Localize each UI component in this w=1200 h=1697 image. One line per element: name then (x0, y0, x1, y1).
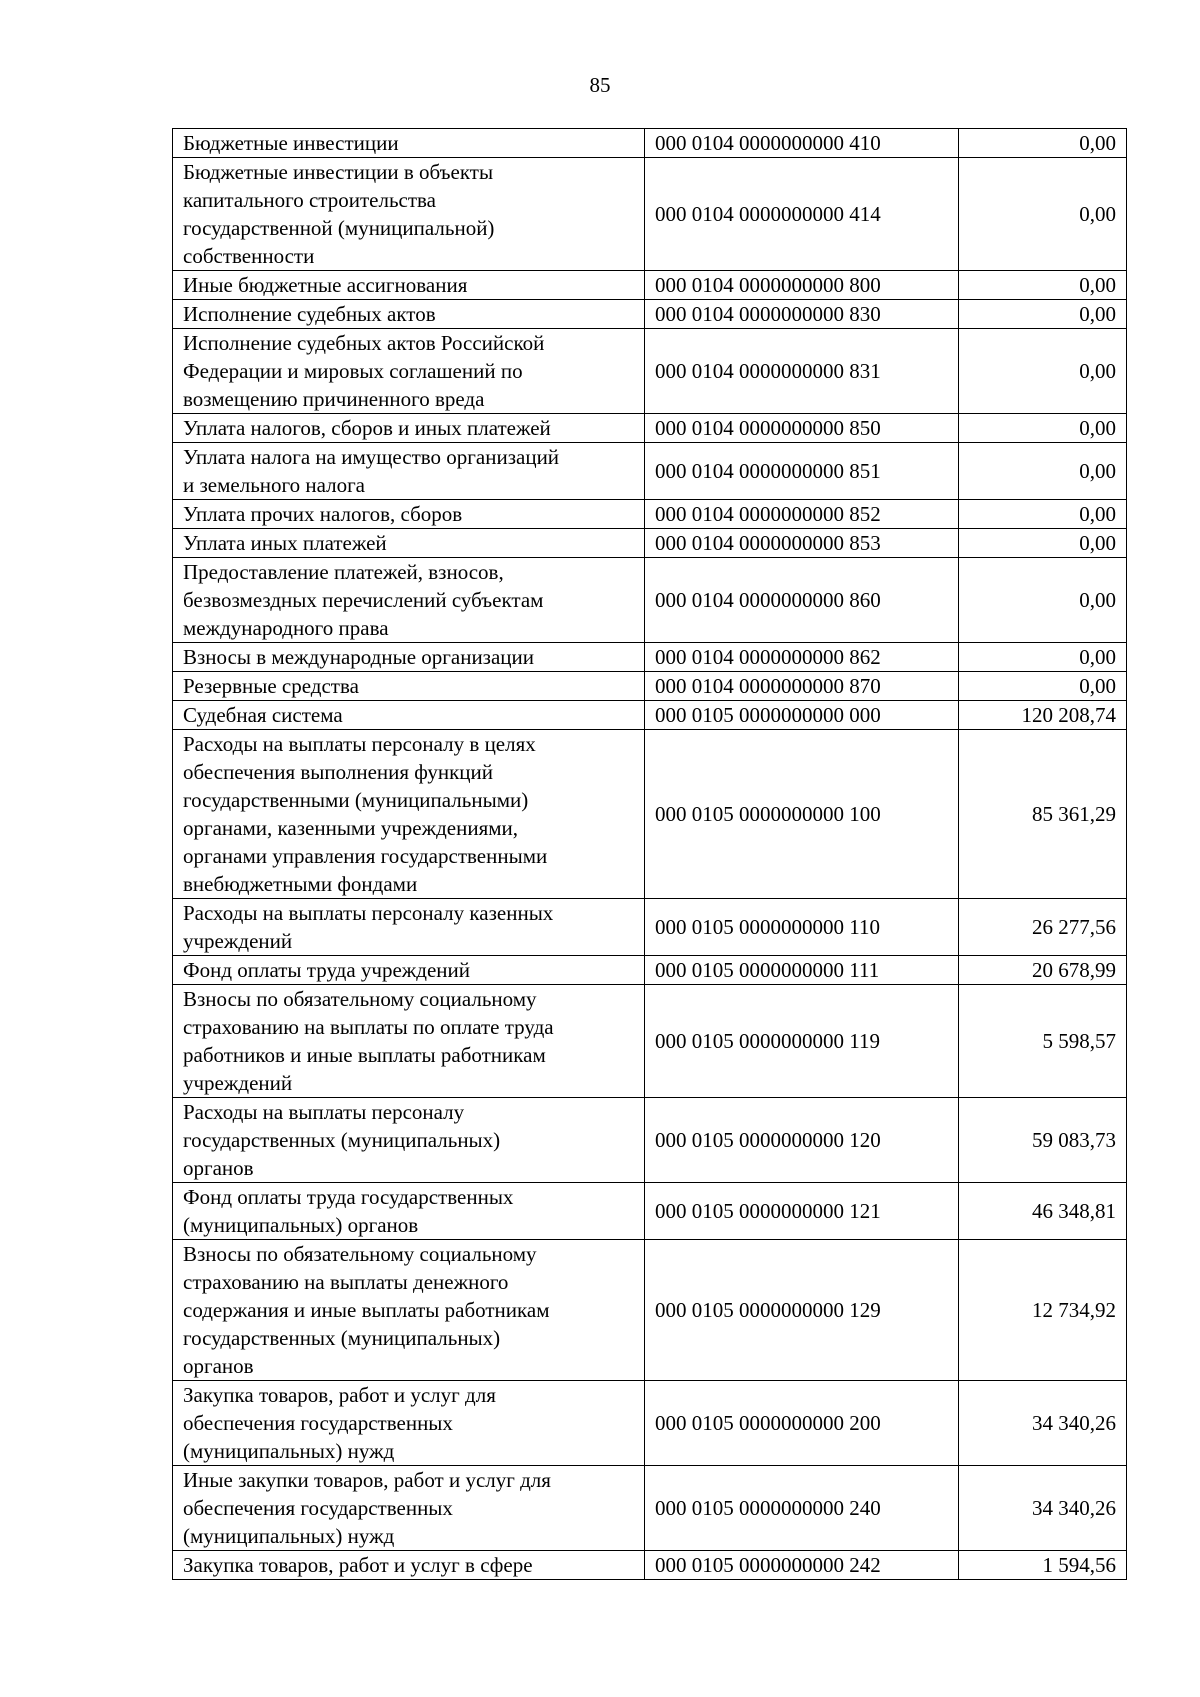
expense-name-line: обеспечения государственных (183, 1411, 453, 1435)
expense-name-line: (муниципальных) нужд (183, 1439, 395, 1463)
budget-code-cell: 000 0105 0000000000 111 (645, 956, 959, 985)
expense-name-cell (173, 300, 645, 329)
expense-name-cell (173, 956, 645, 985)
table-row (173, 300, 1127, 329)
budget-code-cell: 000 0105 0000000000 110 (645, 899, 959, 956)
budget-code-cell: 000 0104 0000000000 831 (645, 329, 959, 414)
expense-name-line: Взносы в международные организации (183, 645, 535, 669)
expense-name-cell (173, 271, 645, 300)
budget-code-cell: 000 0105 0000000000 100 (645, 730, 959, 899)
expense-name-cell (173, 672, 645, 701)
expense-name-line: работников и иные выплаты работникам (183, 1043, 546, 1067)
expense-name-line: учреждений (183, 1071, 293, 1095)
table-row (173, 730, 1127, 899)
expense-name-line: Исполнение судебных актов (183, 302, 436, 326)
budget-code-cell: 000 0104 0000000000 851 (645, 443, 959, 500)
amount-cell: 85 361,29 (959, 730, 1127, 899)
expense-name-cell (173, 899, 645, 956)
expense-name-line: органов (183, 1156, 254, 1180)
table-row (173, 1466, 1127, 1551)
page-number: 85 (589, 73, 611, 97)
expense-name-cell (173, 701, 645, 730)
amount-cell: 0,00 (959, 500, 1127, 529)
expense-name-line: Уплата иных платежей (183, 531, 387, 555)
budget-code-cell: 000 0104 0000000000 860 (645, 558, 959, 643)
amount-cell: 0,00 (959, 271, 1127, 300)
amount-cell: 34 340,26 (959, 1466, 1127, 1551)
expense-name-line: возмещению причиненного вреда (183, 387, 485, 411)
budget-code-cell: 000 0104 0000000000 853 (645, 529, 959, 558)
expense-name-line: содержания и иные выплаты работникам (183, 1298, 550, 1322)
amount-cell: 120 208,74 (959, 701, 1127, 730)
expense-name-line: Уплата прочих налогов, сборов (183, 502, 463, 526)
table-row (173, 899, 1127, 956)
table-row (173, 956, 1127, 985)
table-row (173, 643, 1127, 672)
table-row (173, 129, 1127, 158)
table-row (173, 701, 1127, 730)
expense-name-line: учреждений (183, 929, 293, 953)
budget-code-cell: 000 0104 0000000000 410 (645, 129, 959, 158)
amount-cell: 59 083,73 (959, 1098, 1127, 1183)
amount-cell: 34 340,26 (959, 1381, 1127, 1466)
expense-name-line: (муниципальных) органов (183, 1213, 419, 1237)
budget-table (172, 128, 1127, 1580)
table-row (173, 271, 1127, 300)
table-row (173, 1183, 1127, 1240)
table-row (173, 985, 1127, 1098)
expense-name-cell (173, 1551, 645, 1580)
expense-name-line: государственных (муниципальных) (183, 1326, 501, 1350)
amount-cell: 46 348,81 (959, 1183, 1127, 1240)
expense-name-cell (173, 1183, 645, 1240)
table-row (173, 558, 1127, 643)
expense-name-line: внебюджетными фондами (183, 872, 418, 896)
budget-code-cell: 000 0104 0000000000 862 (645, 643, 959, 672)
budget-code-cell: 000 0105 0000000000 129 (645, 1240, 959, 1381)
expense-name-cell (173, 129, 645, 158)
table-row (173, 529, 1127, 558)
expense-name-line: Фонд оплаты труда государственных (183, 1185, 514, 1209)
expense-name-line: безвозмездных перечислений субъектам (183, 588, 544, 612)
expense-name-line: государственных (муниципальных) (183, 1128, 501, 1152)
expense-name-line: Иные бюджетные ассигнования (183, 273, 468, 297)
table-row (173, 1381, 1127, 1466)
amount-cell: 0,00 (959, 329, 1127, 414)
expense-name-cell (173, 443, 645, 500)
amount-cell: 26 277,56 (959, 899, 1127, 956)
expense-name-cell (173, 329, 645, 414)
table-row (173, 414, 1127, 443)
budget-code-cell: 000 0104 0000000000 870 (645, 672, 959, 701)
amount-cell: 20 678,99 (959, 956, 1127, 985)
expense-name-line: собственности (183, 244, 315, 268)
table-row (173, 329, 1127, 414)
table-row (173, 672, 1127, 701)
budget-code-cell: 000 0104 0000000000 800 (645, 271, 959, 300)
table-row (173, 1551, 1127, 1580)
expense-name-line: органов (183, 1354, 254, 1378)
expense-name-line: Взносы по обязательному социальному (183, 1242, 537, 1266)
budget-code-cell: 000 0104 0000000000 852 (645, 500, 959, 529)
expense-name-line: Взносы по обязательному социальному (183, 987, 537, 1011)
expense-name-cell (173, 643, 645, 672)
expense-name-line: Предоставление платежей, взносов, (183, 560, 504, 584)
amount-cell: 0,00 (959, 672, 1127, 701)
expense-name-line: Расходы на выплаты персоналу (183, 1100, 465, 1124)
expense-name-line: Исполнение судебных актов Российской (183, 331, 545, 355)
budget-code-cell: 000 0105 0000000000 000 (645, 701, 959, 730)
expense-name-line: и земельного налога (183, 473, 366, 497)
expense-name-line: государственными (муниципальными) (183, 788, 529, 812)
amount-cell: 5 598,57 (959, 985, 1127, 1098)
amount-cell: 0,00 (959, 643, 1127, 672)
expense-name-line: Иные закупки товаров, работ и услуг для (183, 1468, 551, 1492)
expense-name-line: страхованию на выплаты по оплате труда (183, 1015, 554, 1039)
table-row (173, 158, 1127, 271)
expense-name-line: (муниципальных) нужд (183, 1524, 395, 1548)
amount-cell: 0,00 (959, 158, 1127, 271)
expense-name-line: Бюджетные инвестиции (183, 131, 399, 155)
expense-name-cell (173, 1098, 645, 1183)
expense-name-line: Закупка товаров, работ и услуг для (183, 1383, 496, 1407)
amount-cell: 0,00 (959, 129, 1127, 158)
expense-name-line: органами управления государственными (183, 844, 548, 868)
expense-name-line: обеспечения выполнения функций (183, 760, 494, 784)
amount-cell: 0,00 (959, 300, 1127, 329)
expense-name-line: капитального строительства (183, 188, 436, 212)
expense-name-cell (173, 158, 645, 271)
expense-name-line: Бюджетные инвестиции в объекты (183, 160, 494, 184)
expense-name-line: Резервные средства (183, 674, 359, 698)
expense-name-cell (173, 730, 645, 899)
expense-name-line: обеспечения государственных (183, 1496, 453, 1520)
amount-cell: 0,00 (959, 529, 1127, 558)
expense-name-line: Уплата налогов, сборов и иных платежей (183, 416, 551, 440)
expense-name-cell (173, 529, 645, 558)
expense-name-line: Закупка товаров, работ и услуг в сфере (183, 1553, 533, 1577)
expense-name-line: Расходы на выплаты персоналу казенных (183, 901, 554, 925)
expense-name-line: Судебная система (183, 703, 343, 727)
expense-name-cell (173, 985, 645, 1098)
expense-name-cell (173, 500, 645, 529)
expense-name-line: Расходы на выплаты персоналу в целях (183, 732, 536, 756)
expense-name-line: международного права (183, 616, 389, 640)
expense-name-line: Уплата налога на имущество организаций (183, 445, 560, 469)
expense-name-cell (173, 414, 645, 443)
expense-name-cell (173, 1381, 645, 1466)
expense-name-line: Федерации и мировых соглашений по (183, 359, 523, 383)
table-row (173, 1098, 1127, 1183)
budget-code-cell: 000 0105 0000000000 240 (645, 1466, 959, 1551)
expense-name-cell (173, 558, 645, 643)
expense-name-cell (173, 1240, 645, 1381)
budget-code-cell: 000 0104 0000000000 830 (645, 300, 959, 329)
expense-name-line: страхованию на выплаты денежного (183, 1270, 509, 1294)
budget-code-cell: 000 0105 0000000000 242 (645, 1551, 959, 1580)
expense-name-line: Фонд оплаты труда учреждений (183, 958, 470, 982)
expense-name-line: государственной (муниципальной) (183, 216, 495, 240)
amount-cell: 1 594,56 (959, 1551, 1127, 1580)
expense-name-line: органами, казенными учреждениями, (183, 816, 519, 840)
budget-code-cell: 000 0104 0000000000 850 (645, 414, 959, 443)
table-row (173, 443, 1127, 500)
budget-code-cell: 000 0105 0000000000 120 (645, 1098, 959, 1183)
budget-code-cell: 000 0105 0000000000 200 (645, 1381, 959, 1466)
amount-cell: 0,00 (959, 558, 1127, 643)
table-row (173, 500, 1127, 529)
amount-cell: 0,00 (959, 443, 1127, 500)
amount-cell: 12 734,92 (959, 1240, 1127, 1381)
budget-code-cell: 000 0105 0000000000 119 (645, 985, 959, 1098)
budget-table-body (173, 129, 1127, 1580)
table-row (173, 1240, 1127, 1381)
budget-code-cell: 000 0105 0000000000 121 (645, 1183, 959, 1240)
budget-code-cell: 000 0104 0000000000 414 (645, 158, 959, 271)
expense-name-cell (173, 1466, 645, 1551)
amount-cell: 0,00 (959, 414, 1127, 443)
